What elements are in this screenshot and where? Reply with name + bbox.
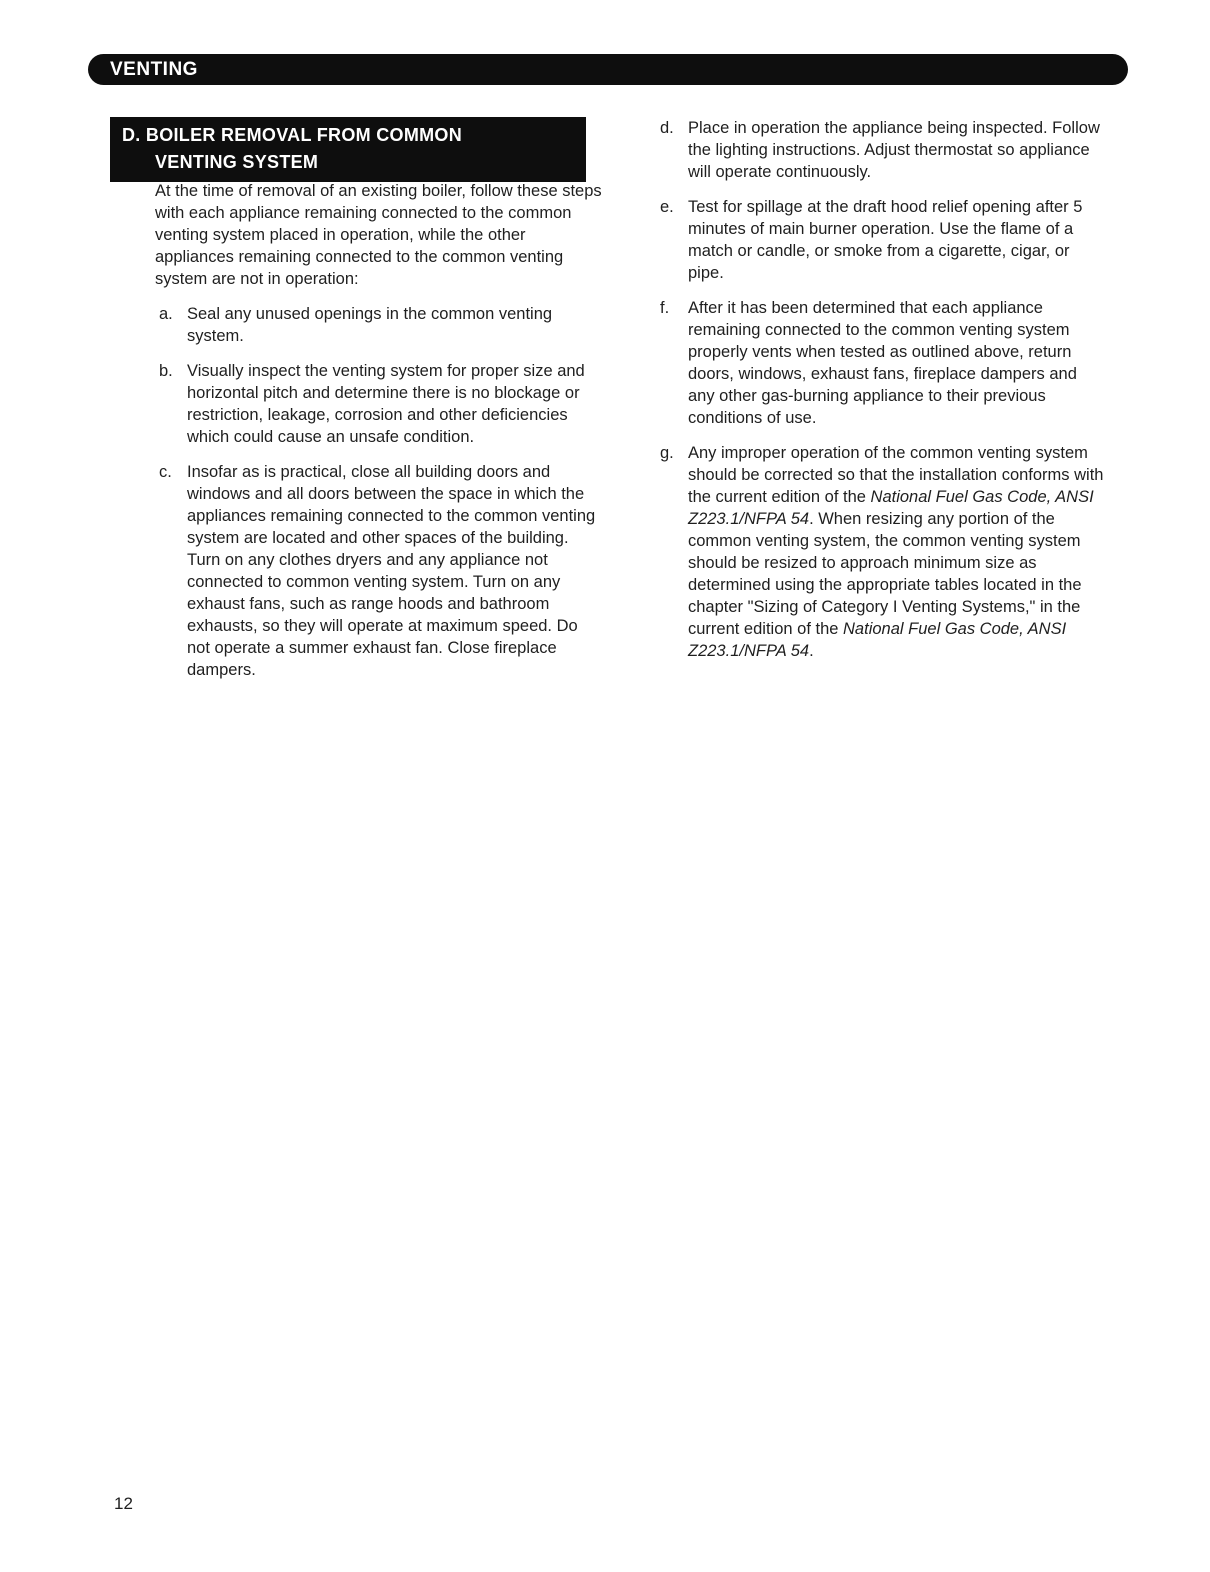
list-item-d <box>660 117 1107 183</box>
section-heading-line2: VENTING SYSTEM <box>155 152 319 172</box>
list-item-f <box>660 297 1107 429</box>
item-text-a: Seal any unused openings in the common venting system. <box>187 305 553 345</box>
item-label-e: e. <box>660 198 674 216</box>
item-text-f: After it has been determined that each appliance remaining connected to the common venting system properly vents when tested as outlined above, return doors, windows, exhaust fans, fireplace dampers and any other gas-burning appliance to their previous conditions of use. <box>688 299 1077 427</box>
list-item-e <box>660 196 1107 284</box>
right-column <box>660 117 1107 675</box>
item-g-segment-plain: . When resizing any portion of the common venting system, the common venting system should be resized to approach minimum size as determined using the appropriate tables located in the chapter "Sizing of Category I Venting Systems," in the current edition of the <box>688 510 1082 638</box>
venting-header-title: VENTING <box>110 58 198 80</box>
item-g-segment-italic-code-reference: National Fuel Gas Code, ANSI Z223.1/NFPA 54 <box>688 488 1094 528</box>
item-text-b: Visually inspect the venting system for proper size and horizontal pitch and determine there is no blockage or restriction, leakage, corrosion and other deficiencies which could cause an unsafe condition. <box>187 362 585 446</box>
item-label-f: f. <box>660 299 670 317</box>
item-g-segment-italic-code-reference: National Fuel Gas Code, ANSI Z223.1/NFPA 54 <box>688 620 1067 660</box>
item-g-segment-plain: Any improper operation of the common venting system should be corrected so that the installation conforms with the current edition of the <box>688 444 1104 506</box>
list-item-b <box>155 360 602 448</box>
page-number: 12 <box>114 1494 133 1513</box>
item-label-b: b. <box>159 362 173 380</box>
item-g-segment-plain: . <box>809 642 814 660</box>
list-item-g <box>660 442 1107 662</box>
list-item-a <box>155 303 602 347</box>
item-text-c: Insofar as is practical, close all building doors and windows and all doors between the space in which the appliances remaining connected to the common venting system are located and other spaces of the building. Turn on any clothes dryers and any appliance not connected to common venting system. Turn on any exhaust fans, such as range hoods and bathroom exhausts, so they will operate at maximum speed. Do not operate a summer exhaust fan. Close fireplace dampers. <box>187 463 596 679</box>
item-text-e: Test for spillage at the draft hood relief opening after 5 minutes of main burner operation. Use the flame of a match or candle, or smoke from a cigarette, cigar, or pipe. <box>688 198 1083 282</box>
list-item-c <box>155 461 602 681</box>
item-label-g: g. <box>660 444 674 462</box>
item-label-d: d. <box>660 119 674 137</box>
venting-header-bar <box>88 54 1128 85</box>
item-label-a: a. <box>159 305 173 323</box>
item-text-d: Place in operation the appliance being inspected. Follow the lighting instructions. Adjust thermostat so appliance will operate continuously. <box>688 119 1100 181</box>
section-heading-line1: D. BOILER REMOVAL FROM COMMON <box>122 125 463 145</box>
item-label-c: c. <box>159 463 172 481</box>
section-heading-box <box>110 117 586 182</box>
item-text-g <box>688 442 1107 662</box>
left-column <box>155 180 602 694</box>
intro-paragraph: At the time of removal of an existing boiler, follow these steps with each appliance remaining connected to the common venting system placed in operation, while the other appliances remaining connected to the common venting system are not in operation: <box>155 182 602 288</box>
